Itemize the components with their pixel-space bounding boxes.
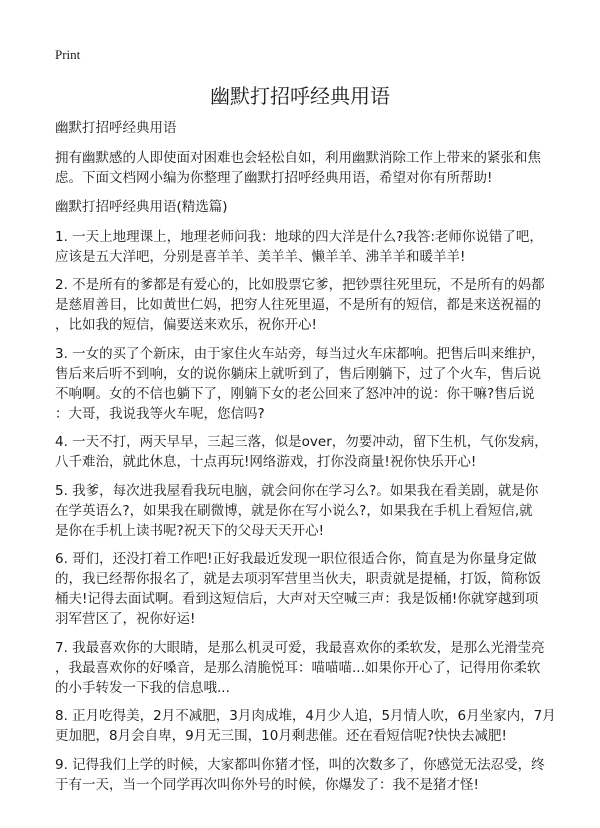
paragraph-line: 的，我已经帮你报名了，就是去项羽军营里当伙夫，职责就是提桶，打饭，简称饭 [55,571,541,587]
paragraph-line: 的小手转发一下我的信息哦... [55,679,230,696]
greeting-item-7 [55,638,595,698]
intro-paragraph [55,148,595,188]
greeting-item-6 [55,549,595,629]
paragraph-line: 虑。下面文档网小编为你整理了幽默打招呼经典用语，希望对你有所帮助! [55,170,493,186]
paragraph-line: 是你在手机上读书呢?祝天下的父母天天开心! [55,522,325,539]
print-link[interactable]: Print [55,47,81,62]
greeting-item-3 [55,344,595,424]
paragraph-line: 1. 一天上地理课上，地理老师问我：地球的四大洋是什么?我答:老师你说错了吧， [55,228,543,245]
paragraph-line: 是慈眉善目，比如黄世仁妈，把穷人往死里逼，不是所有的短信，都是来送祝福的 [55,297,541,313]
paragraph-line: ，比如我的短信，偏要送来欢乐，祝你开心! [55,317,317,333]
paragraph-line: 不响啊。女的不信也躺下了，刚躺下女的老公回来了怒冲冲的说：你干嘛?售后说 [55,385,535,402]
paragraph-line: 在学英语么?，如果我在刷微博，就是你在写小说么?，如果我在手机上看短信,就 [55,502,533,519]
paragraph-line: 8. 正月吃得美，2月不减肥，3月肉成堆，4月少人追，5月情人吹，6月坐家内，7月 [55,708,556,724]
paragraph-line: 5. 我爹，每次进我屋看我玩电脑，就会问你在学习么?。如果我在看美剧，就是你 [55,482,539,499]
paragraph-line: 9. 记得我们上学的时候，大家都叫你猪才怪，叫的次数多了，你感觉无法忍受，终 [55,756,545,773]
paragraph-line: 八千难治，就此休息，十点再玩!网络游戏，打你没商量!祝你快乐开心! [55,454,477,470]
greeting-item-9 [55,755,595,795]
paragraph-line: 6. 哥们，还没打着工作吧!正好我最近发现一职位很适合你，简直是为你量身定做 [55,551,537,567]
greeting-item-5 [55,481,595,541]
section-heading-text: 幽默打招呼经典用语(精选篇) [55,198,228,215]
page-title: 幽默打招呼经典用语 [210,84,390,108]
paragraph-line: 更加肥，8月会自卑，9月无三围，10月剩悲催。还在看短信呢?快快去减肥! [55,728,507,744]
paragraph-line: 4. 一天不打，两天早早，三起三落，似是over，勿要冲动，留下生机，气你发病， [55,434,548,450]
paragraph-line: ：大哥，我说我等火车呢，您信吗? [55,405,265,422]
paragraph-line: 羽军营区了，祝你好运! [55,611,196,627]
greeting-item-4 [55,432,595,472]
document-subtitle [55,118,595,138]
document-body [55,118,595,803]
paragraph-line: 7. 我最喜欢你的大眼睛，是那么机灵可爱，我最喜欢你的柔软发，是那么光滑莹亮 [55,639,545,656]
paragraph-line: 3. 一女的买了个新床，由于家住火车站旁，每当过火车床都响。把售后叫来维护， [55,345,545,362]
paragraph-line: 应该是五大洋吧，分别是喜羊羊、美羊羊、懒羊羊、沸羊羊和暖羊羊! [55,248,466,265]
paragraph-line: ，我最喜欢你的好嗓音，是那么清脆悦耳：喵喵喵...如果你开心了，记得用你柔软 [55,659,541,676]
greeting-item-8 [55,706,595,746]
paragraph-line: 于有一天，当一个同学再次叫你外号的时候，你爆发了：我不是猪才怪! [55,776,479,793]
subtitle-text: 幽默打招呼经典用语 [55,120,177,136]
greeting-item-2 [55,275,595,335]
greeting-item-1 [55,227,595,267]
paragraph-line: 2. 不是所有的爹都是有爱心的，比如股票它爹，把钞票往死里玩，不是所有的妈都 [55,277,545,293]
section-heading [55,197,595,217]
paragraph-line: 售后来后听不到响，女的说你躺床上就听到了，售后刚躺下，过了个火车，售后说 [55,365,541,382]
paragraph-line: 拥有幽默感的人即使面对困难也会轻松自如，利用幽默消除工作上带来的紧张和焦 [55,150,541,166]
paragraph-line: 桶夫!记得去面试啊。看到这短信后，大声对天空喊三声：我是饭桶!你就穿越到项 [55,591,539,607]
